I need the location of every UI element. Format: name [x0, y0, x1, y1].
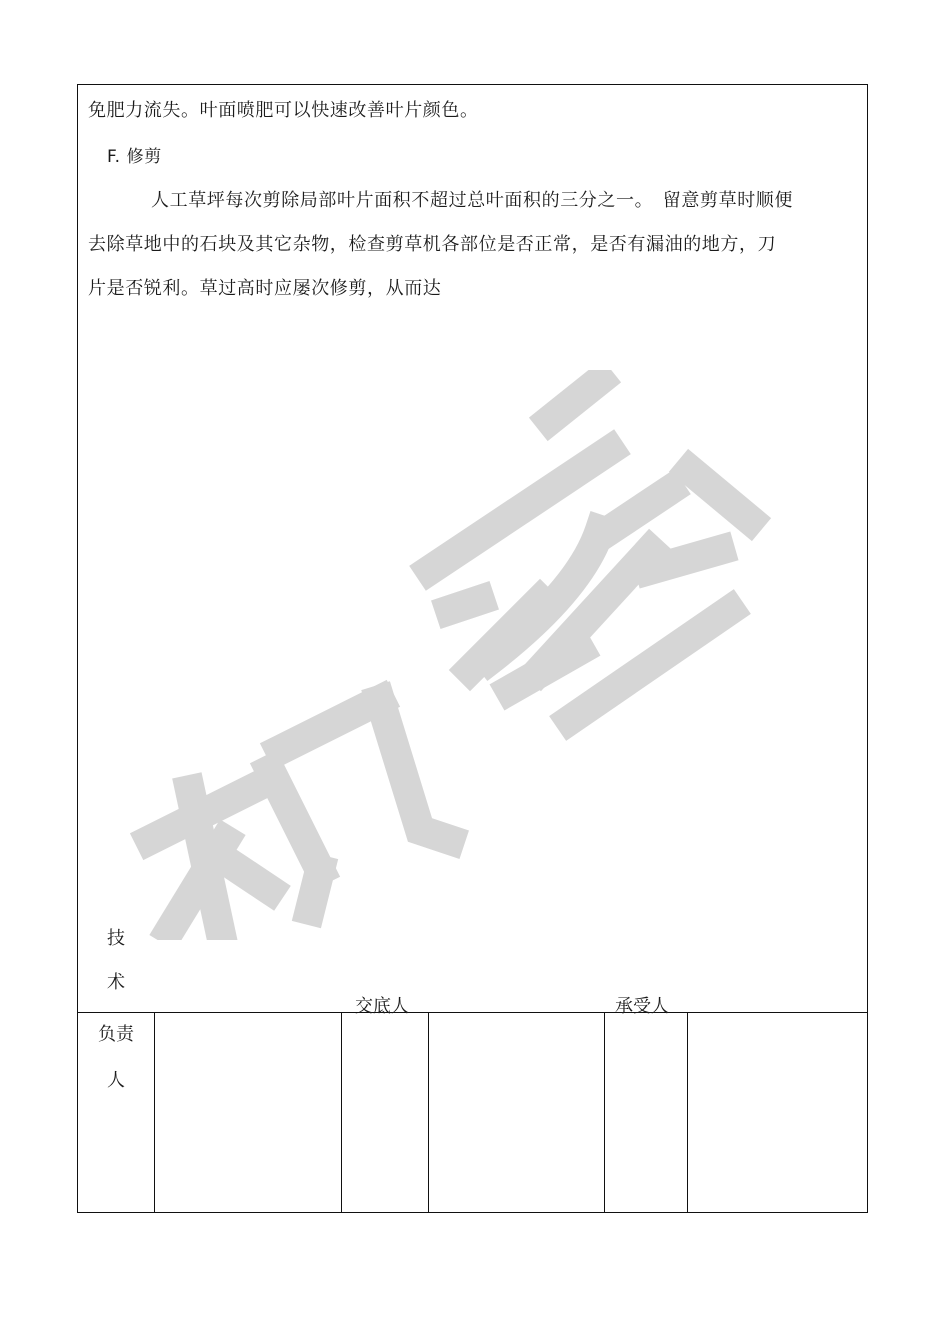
- responsible-signature-field[interactable]: [156, 1014, 340, 1211]
- footer-divider-1: [154, 1012, 155, 1213]
- receiver-person-label: 承受人: [615, 996, 669, 1017]
- body-line-4: 去除草地中的石块及其它杂物，检查剪草机各部位是否正常，是否有漏油的地方，刀: [88, 234, 777, 255]
- footer-divider-2: [341, 1012, 342, 1213]
- handover-person-label: 交底人: [355, 996, 409, 1017]
- responsible-label-line-2: 人: [107, 1070, 125, 1091]
- body-line-3: 人工草坪每次剪除局部叶片面积不超过总叶面积的三分之一。 留意剪草时顺便: [151, 190, 793, 211]
- footer-divider-4: [604, 1012, 605, 1213]
- tech-label-char-2: 术: [107, 972, 125, 993]
- receiver-signature-field[interactable]: [689, 1014, 866, 1211]
- footer-top-rule: [77, 1012, 868, 1013]
- handover-signature-field[interactable]: [430, 1014, 603, 1211]
- responsible-label-line-1: 负责: [98, 1024, 134, 1045]
- footer-divider-5: [687, 1012, 688, 1213]
- footer-divider-3: [428, 1012, 429, 1213]
- body-line-1: 免肥力流失。叶面喷肥可以快速改善叶片颜色。: [88, 100, 479, 121]
- section-heading: F. 修剪: [107, 147, 162, 167]
- body-line-5: 片是否锐利。草过高时应屡次修剪，从而达: [88, 278, 442, 299]
- tech-label-char-1: 技: [107, 928, 125, 949]
